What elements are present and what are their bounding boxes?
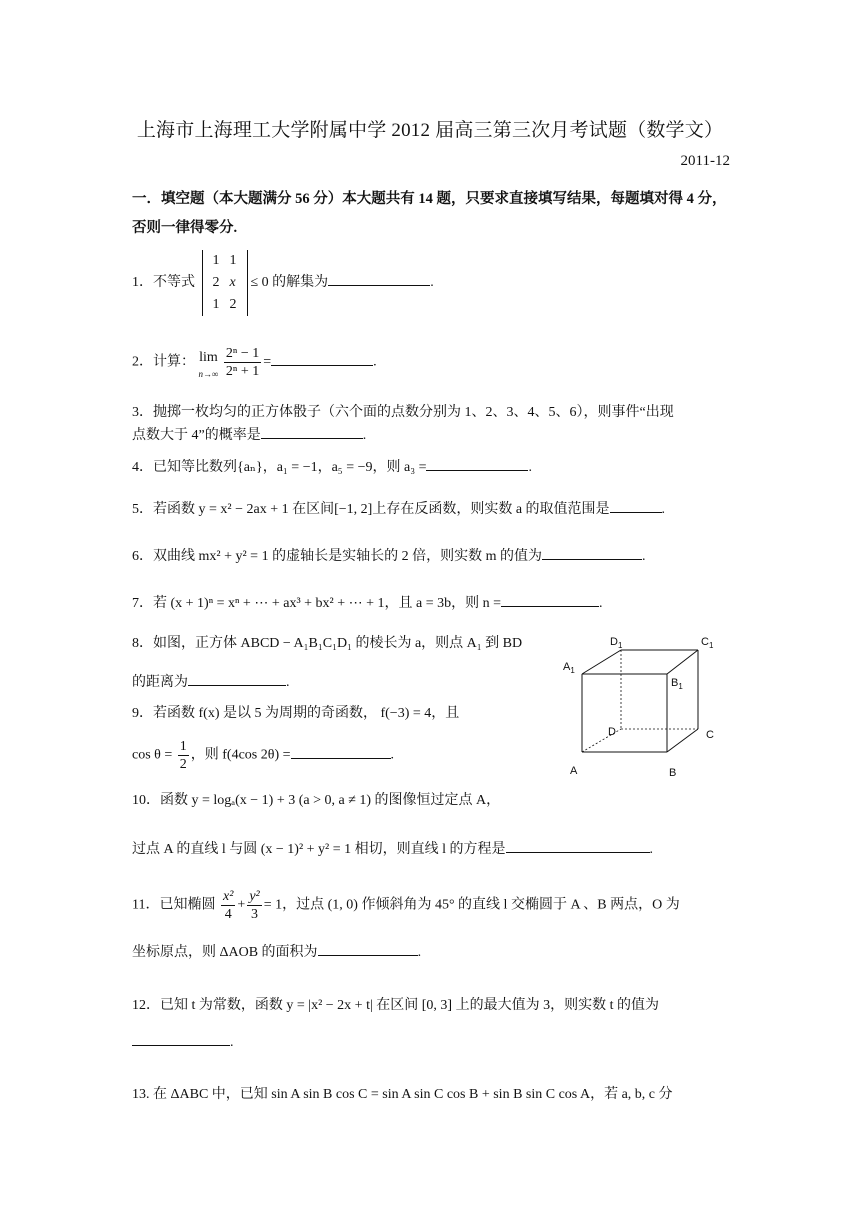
q12-end: . (230, 1035, 234, 1050)
plus-sign: + (237, 897, 246, 913)
det-cell: x (229, 275, 236, 290)
label-a: A (570, 765, 578, 777)
numerator: y² (249, 889, 260, 904)
edge-bc (667, 729, 698, 752)
question-4 (132, 456, 532, 479)
question-3: 3．抛掷一枚均匀的正方体骰子（六个面的点数分别为 1、2、3、4、5、6），则事件“出现 (132, 405, 674, 420)
label-d1: $D_1$ (610, 636, 623, 650)
question-9-cont (132, 738, 394, 773)
edge-a1d1 (582, 650, 621, 674)
q3-line2: 点数大于 4”的概率是 (132, 428, 261, 443)
question-3-cont (132, 424, 366, 447)
q8-end: . (286, 675, 290, 690)
q5-text: 5．若函数 y = x² − 2ax + 1 在区间[−1, 2]上存在反函数，则实数 a 的取值范围是 (132, 502, 610, 517)
q2-number: 2． (132, 354, 153, 370)
label-b: B (669, 767, 677, 779)
numerator: 2ⁿ − 1 (225, 346, 260, 361)
exam-date: 2011-12 (680, 153, 730, 169)
q8-line2: 的距离为 (132, 675, 188, 690)
numerator: 1 (179, 739, 187, 754)
answer-blank[interactable] (318, 941, 418, 956)
q1-number: 1． (132, 275, 153, 291)
page-title: 上海市上海理工大学附属中学 2012 届高三第三次月考试题（数学文） (136, 120, 724, 141)
denominator: 2ⁿ + 1 (225, 364, 260, 379)
q5-end: . (661, 502, 666, 517)
q11-line2: 坐标原点，则 ΔAOB 的面积为 (132, 945, 318, 960)
question-8: 8．如图，正方体 ABCD − A₁B₁C₁D₁ 的棱长为 a，则点 A₁ 到 BD (132, 636, 523, 651)
question-11-cont (132, 941, 421, 964)
det-cell: 1 (229, 253, 237, 268)
question-2 (132, 345, 377, 380)
section-heading: 一．填空题（本大题满分 56 分）本大题共有 14 题，只要求直接填写结果，每题填对得 4 分，否则一律得零分. (132, 191, 727, 236)
q9-cos: cos θ = (132, 747, 173, 763)
question-11 (132, 888, 680, 923)
q11-post: = 1，过点 (1, 0) 作倾斜角为 45° 的直线 l 交椭圆于 A 、B 两点，O 为 (263, 897, 680, 913)
q1-end: . (430, 275, 434, 291)
question-1 (132, 250, 434, 316)
q4-text: 4．已知等比数列{aₙ}，a₁ = −1，a₅ = −9，则 a₃ = (132, 460, 427, 475)
answer-blank[interactable] (132, 1031, 230, 1046)
question-13: 13. 在 ΔABC 中，已知 sin A sin B cos C = sin A sin C cos B + sin B sin C cos A，若 a, b, c 分 (132, 1087, 673, 1102)
answer-blank[interactable] (271, 351, 373, 366)
label-b1: $B_1$ (671, 677, 683, 691)
q2-prefix: 计算： (153, 354, 195, 370)
q6-text: 6．双曲线 mx² + y² = 1 的虚轴长是实轴长的 2 倍，则实数 m 的值为 (132, 549, 542, 564)
label-d: D (608, 726, 616, 738)
answer-blank[interactable] (261, 424, 363, 439)
label-a1: $A_1$ (563, 661, 575, 675)
question-10-cont (132, 838, 653, 861)
denominator: 2 (179, 757, 187, 772)
answer-blank[interactable] (542, 545, 642, 560)
q1-prefix: 不等式 (153, 275, 195, 291)
question-12-cont (132, 1031, 234, 1054)
q10-line2: 过点 A 的直线 l 与圆 (x − 1)² + y² = 1 相切，则直线 l 的方程是 (132, 842, 506, 857)
determinant (202, 250, 248, 316)
det-cell: 2 (212, 275, 220, 290)
question-12: 12．已知 t 为常数，函数 y = |x² − 2x + t| 在区间 [0, 3] 上的最大值为 3，则实数 t 的值为 (132, 998, 659, 1013)
q2-fraction (224, 345, 261, 380)
question-6 (132, 545, 645, 568)
q9-end: . (390, 747, 395, 763)
label-c: C (706, 729, 714, 741)
q7-text: 7．若 (x + 1)ⁿ = xⁿ + ⋯ + ax³ + bx² + ⋯ + 1，且 a = 3b，则 n = (132, 596, 502, 611)
question-8-cont (132, 671, 290, 694)
q10-end: . (649, 842, 654, 857)
det-cell: 1 (212, 253, 220, 268)
q4-end: . (528, 460, 532, 475)
det-cell: 2 (229, 297, 237, 312)
edge-b1c1 (667, 650, 698, 674)
q11-prefix: 11．已知椭圆 (132, 897, 216, 913)
q9-fraction (178, 738, 189, 773)
answer-blank[interactable] (328, 271, 430, 286)
q2-end: . (373, 354, 377, 370)
question-7 (132, 592, 603, 615)
lim-text: lim (199, 349, 218, 365)
answer-blank[interactable] (188, 671, 286, 686)
answer-blank[interactable] (426, 456, 528, 471)
q11-end: . (417, 945, 422, 960)
label-c1: $C_1$ (701, 636, 714, 650)
denominator: 3 (251, 907, 259, 922)
q3-end: . (362, 428, 367, 443)
ellipse-term-x (221, 888, 235, 923)
ellipse-term-y (247, 888, 261, 923)
answer-blank[interactable] (291, 744, 391, 759)
q1-suffix: ≤ 0 的解集为 (250, 275, 329, 291)
answer-blank[interactable] (610, 498, 662, 513)
cube-figure (558, 628, 738, 783)
limit-symbol (199, 347, 219, 379)
answer-blank[interactable] (501, 592, 599, 607)
det-cell: 1 (212, 297, 220, 312)
numerator: x² (222, 889, 234, 904)
question-9: 9．若函数 f(x) 是以 5 为周期的奇函数， f(−3) = 4，且 (132, 706, 460, 721)
lim-subscript: n→∞ (198, 368, 219, 379)
question-10: 10．函数 y = logₐ(x − 1) + 3 (a > 0, a ≠ 1) 的图像恒过定点 A， (132, 793, 501, 808)
q6-end: . (641, 549, 646, 564)
answer-blank[interactable] (506, 838, 650, 853)
question-5 (132, 498, 665, 521)
denominator: 4 (224, 907, 232, 922)
q7-end: . (599, 596, 603, 611)
q2-equals: = (263, 354, 272, 370)
q9-post: ，则 f(4cos 2θ) = (190, 747, 291, 763)
